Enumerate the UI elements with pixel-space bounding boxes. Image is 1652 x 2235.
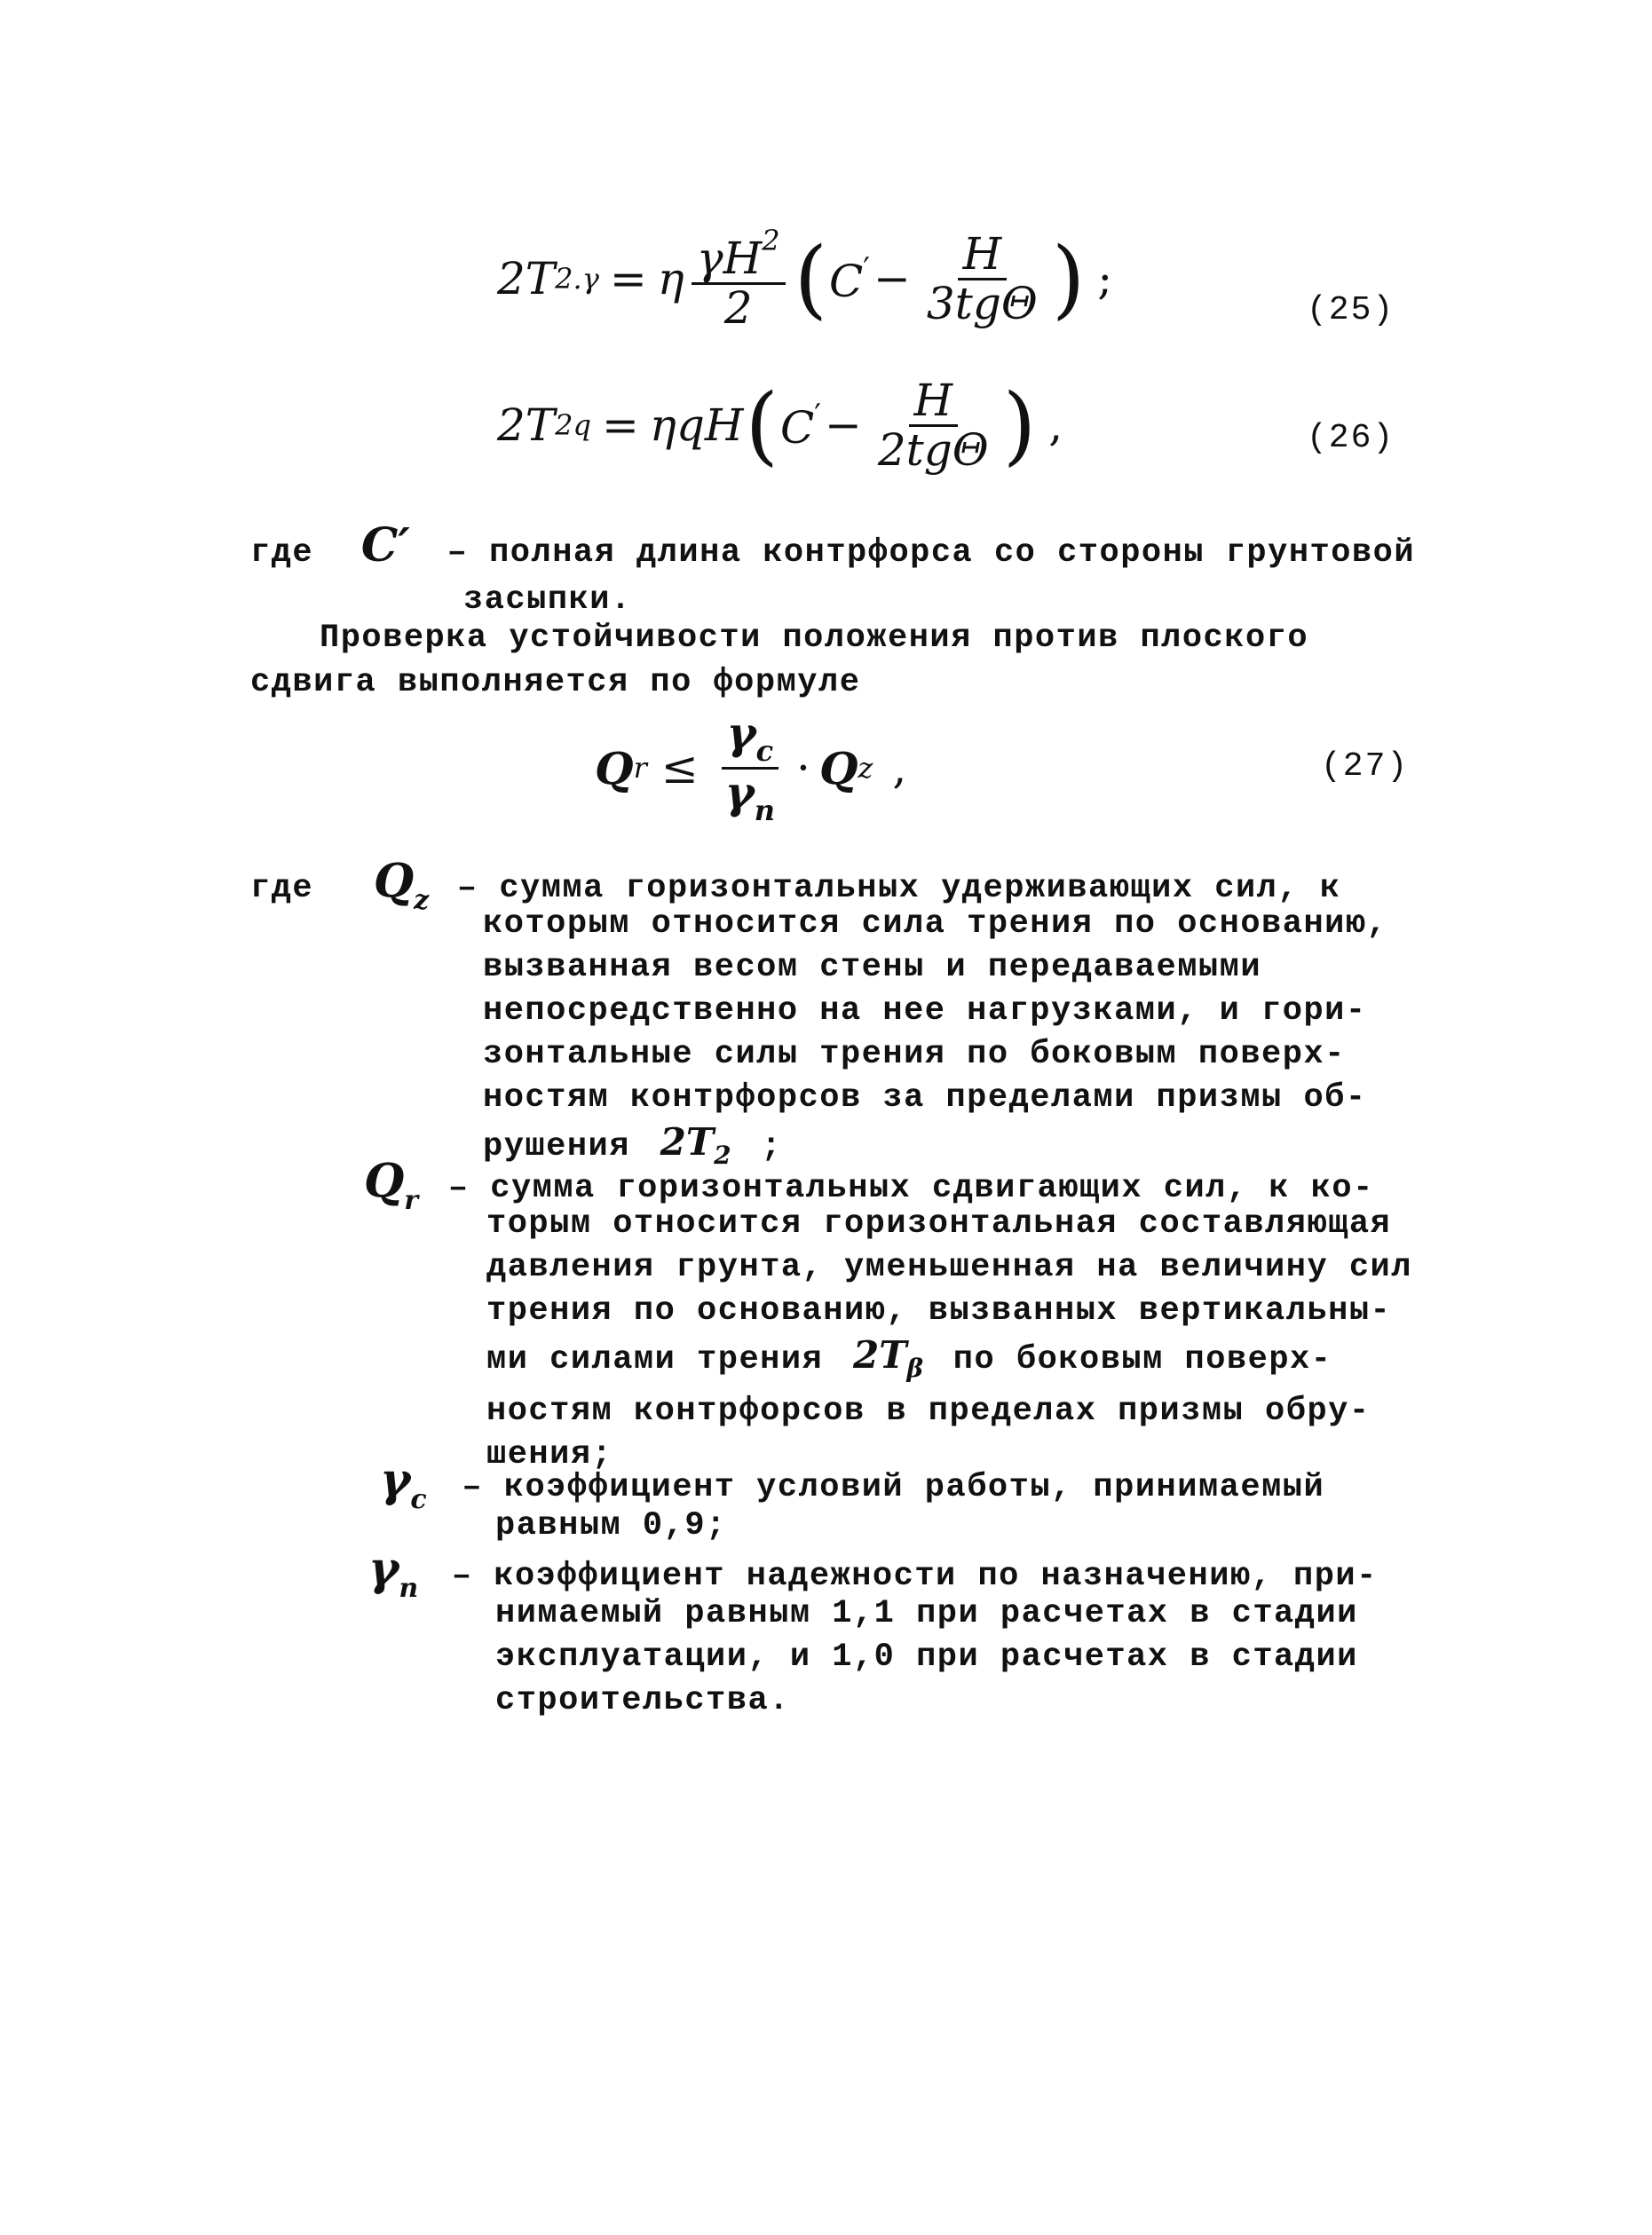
gamma-n-line-1: – коэффициент надежности по назначению, при- — [451, 1558, 1378, 1595]
qr-line-2: торым относится горизонтальная составляющая — [486, 1205, 1392, 1243]
where-label: где — [250, 534, 314, 572]
qr-line-7: шения; — [486, 1436, 613, 1473]
qr-line-1: – сумма горизонтальных сдвигающих сил, к ко- — [447, 1170, 1374, 1207]
definition-c-prime — [250, 518, 1416, 575]
gamma-n-line-2: нимаемый равным 1,1 при расчетах в стадии — [495, 1595, 1358, 1632]
definition-gamma-n-body — [495, 1592, 1358, 1723]
qz-line-4: непосредственно на нее нагрузками, и гори- — [483, 992, 1367, 1030]
qz-line-3: вызванная весом стены и передаваемыми — [483, 949, 1262, 986]
qr-line-3: давления грунта, уменьшенная на величину сил — [486, 1249, 1412, 1286]
paragraph-line-1: Проверка устойчивости положения против плоского — [320, 620, 1309, 657]
gamma-n-line-4: строительства. — [495, 1682, 790, 1719]
qz-line-2: которым относится сила трения по основанию, — [483, 905, 1388, 943]
formula-27: Q r ≤ $\frac{\gamma_c}{\gamma_n}$ · Q z , — [595, 707, 907, 827]
qr-symbol: $Q_r$ — [364, 1154, 419, 1216]
qr-line-5-end: по боковым поверх- — [952, 1341, 1332, 1378]
two-tb-symbol: $2T_\beta$ — [852, 1333, 924, 1383]
definition-qr-body — [486, 1203, 1412, 1477]
qz-line-7-end: ; — [761, 1128, 783, 1165]
qz-line-1: – сумма горизонтальных удерживающих сил, к — [456, 870, 1341, 907]
gamma-n-line-3: эксплуатации, и 1,0 при расчетах в стадии — [495, 1639, 1358, 1676]
qz-line-6: ностям контрфорсов за пределами призмы об- — [483, 1079, 1367, 1117]
qr-line-4: трения по основанию, вызванных вертикальны- — [486, 1292, 1392, 1330]
qz-line-7: рушения — [483, 1128, 630, 1165]
where-label-2: где — [250, 870, 314, 907]
c-prime-text-1: – полная длина контрфорса со стороны грунтовой — [447, 534, 1416, 572]
gamma-c-symbol: $\gamma_c$ — [380, 1453, 427, 1515]
qz-symbol: $Q_z$ — [373, 854, 430, 916]
formula-25: 2T 2.γ = η $\frac{\gamma H^2}{2}$ ( C′ − $\frac{H}{\text{3tgΘ}}$ ) ; — [497, 224, 1113, 334]
qz-line-5: зонтальные силы трения по боковым поверх- — [483, 1036, 1346, 1073]
equation-number-25: (25) — [1307, 291, 1395, 329]
two-t2-symbol: $2T_2$ — [660, 1120, 731, 1170]
definition-c-prime-cont — [463, 579, 632, 622]
formula-26: 2T 2q = ηqH ( C′ − $\frac{H}{\text{2tgΘ}}$ ) , — [497, 375, 1063, 476]
c-prime-text-2: засыпки. — [463, 581, 632, 619]
definition-gamma-c-body — [495, 1504, 727, 1548]
paragraph-shear-check — [320, 617, 1308, 660]
equation-number-27: (27) — [1321, 747, 1410, 786]
c-prime-symbol: C′ — [360, 518, 410, 573]
paragraph-line-2: сдвига выполняется по формуле — [250, 664, 861, 701]
qr-line-6: ностям контрфорсов в пределах призмы обру- — [486, 1393, 1371, 1430]
qr-line-5-start: ми силами трения — [486, 1341, 824, 1378]
gamma-n-symbol: $\gamma_n$ — [368, 1542, 419, 1604]
definition-qz-body — [483, 903, 1387, 1177]
gamma-c-line-1: – коэффициент условий работы, принимаемый — [462, 1469, 1325, 1506]
paragraph-shear-check-2 — [250, 661, 860, 705]
gamma-c-line-2: равным 0,9; — [495, 1507, 727, 1544]
equation-number-26: (26) — [1307, 419, 1395, 457]
